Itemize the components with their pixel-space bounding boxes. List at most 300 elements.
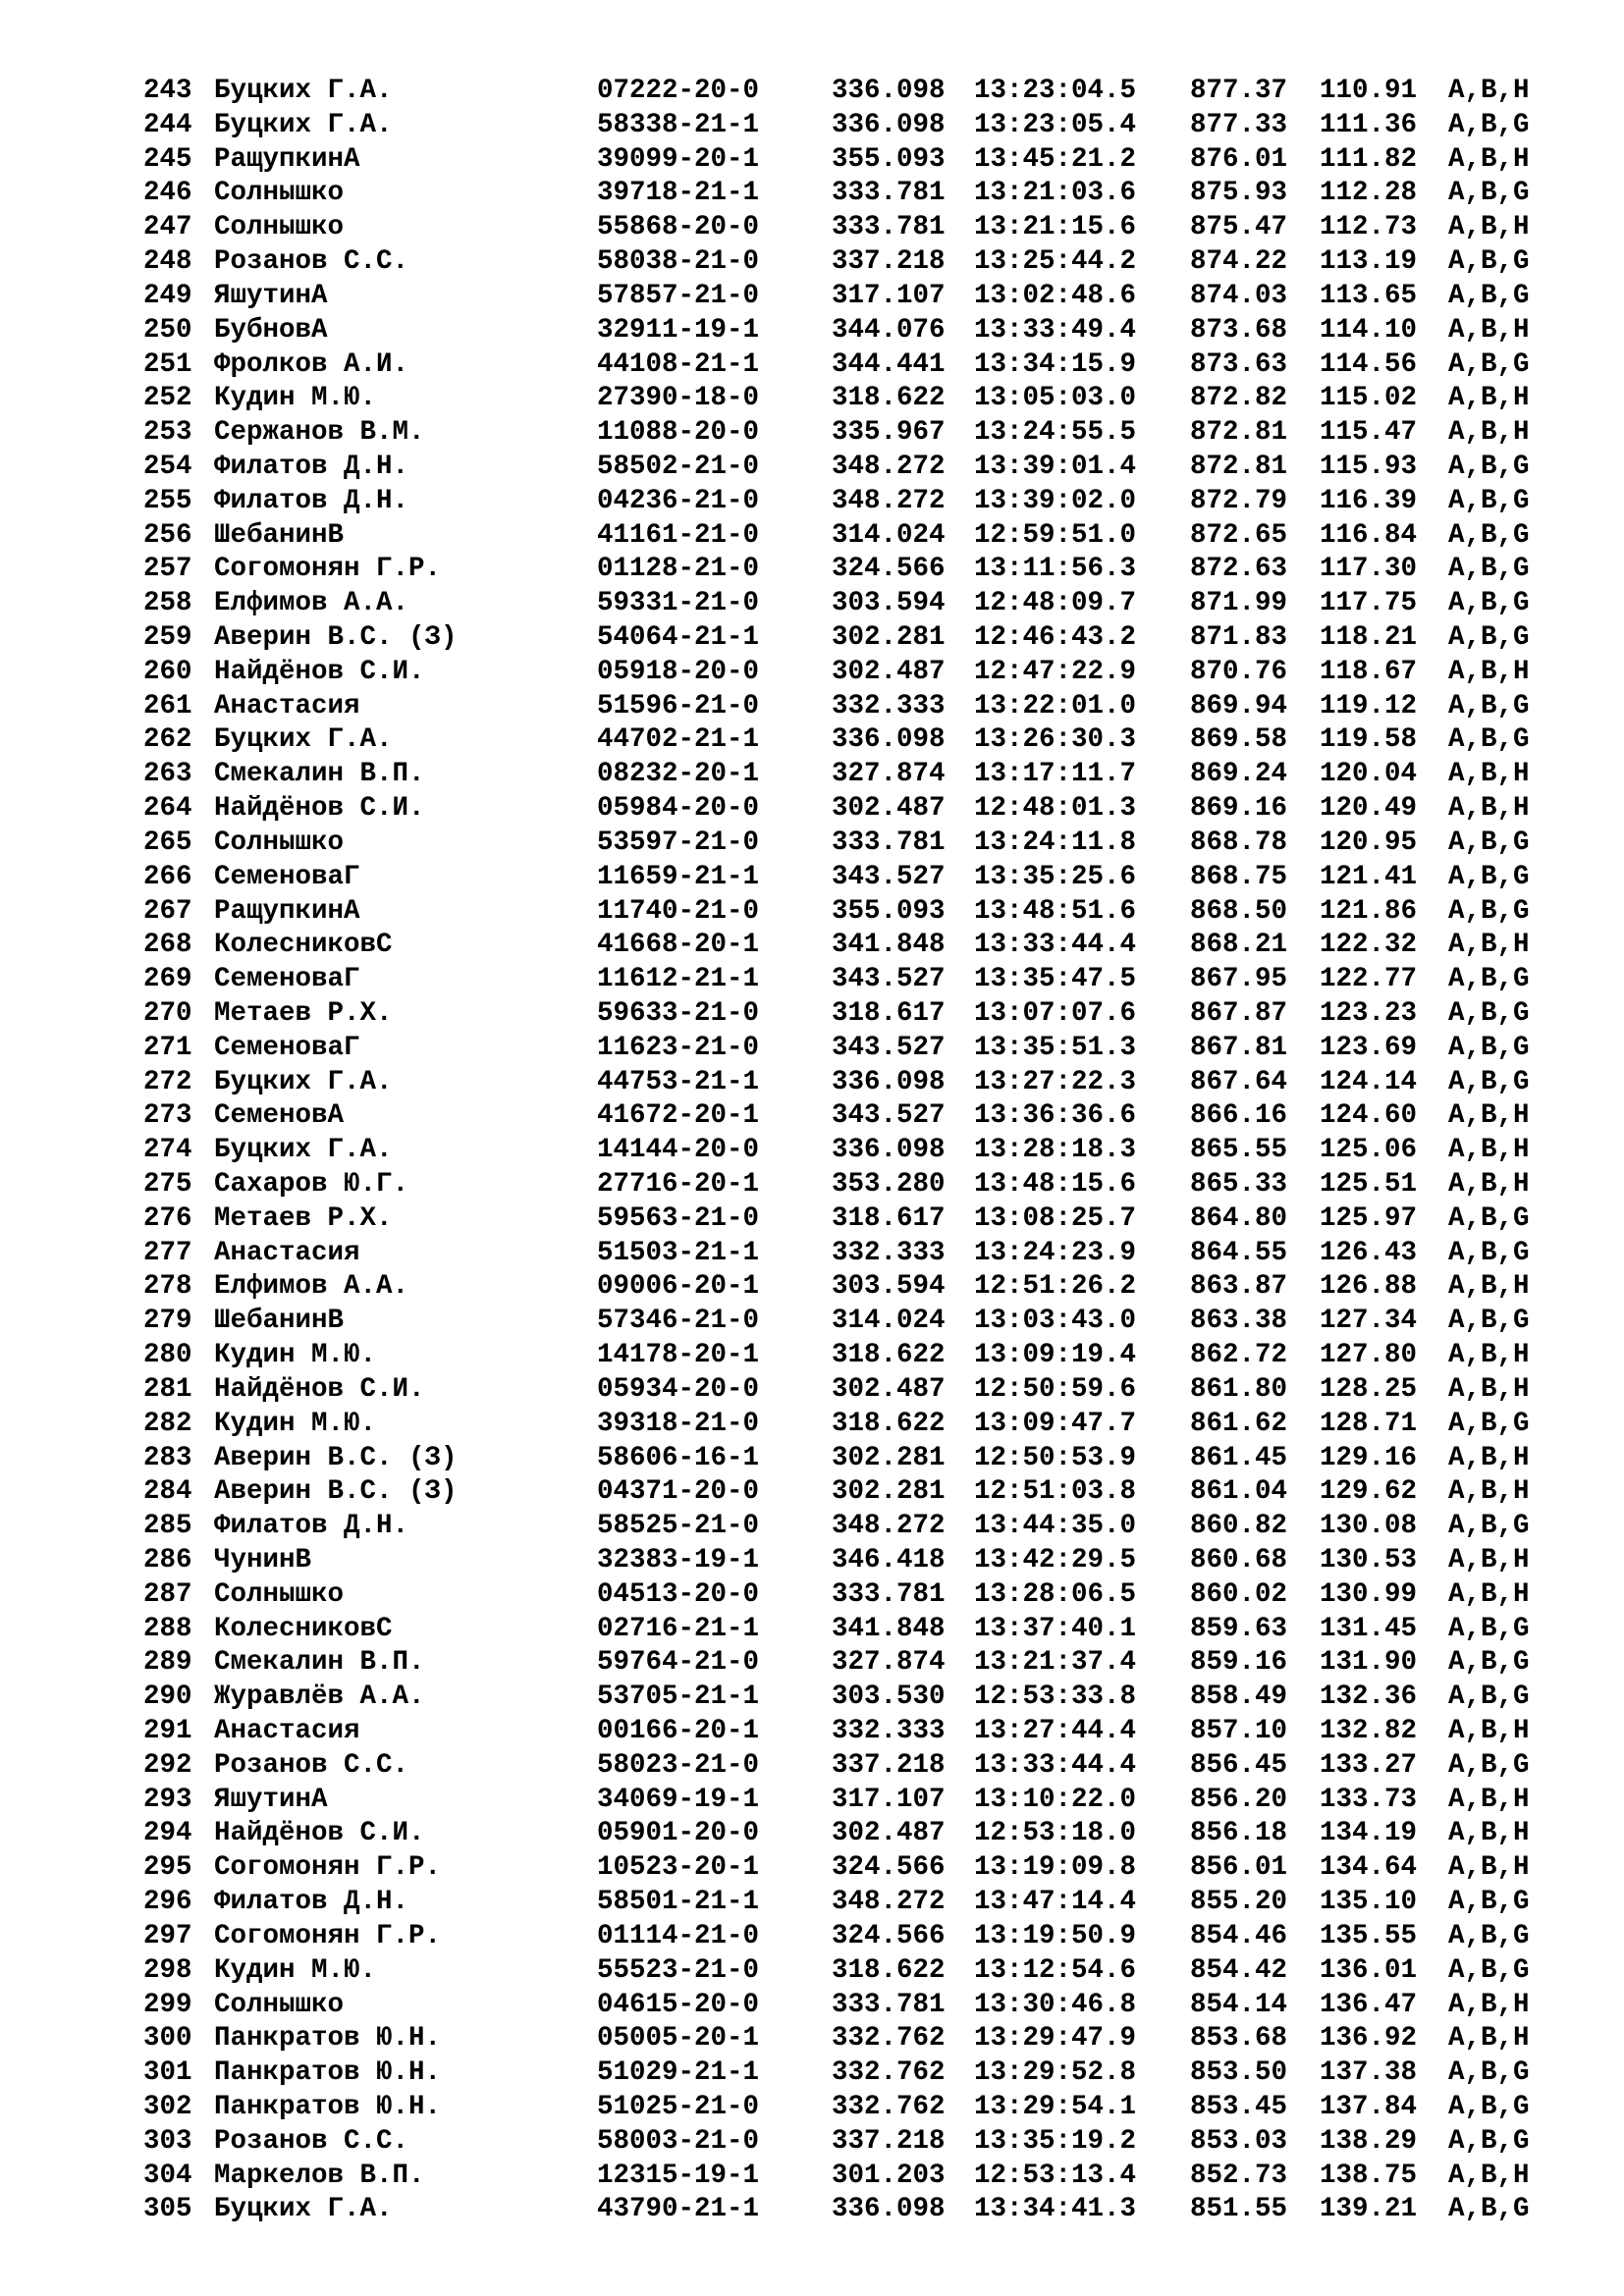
speed-cell: 865.33: [1190, 1169, 1288, 1200]
distance-cell: 302.281: [832, 1442, 946, 1473]
ring-number-cell: 02716-21-1: [597, 1613, 760, 1644]
arrival-time-cell: 12:48:01.3: [974, 793, 1137, 825]
arrival-time-cell: 12:59:51.0: [974, 519, 1137, 551]
place-cell: 301: [143, 2057, 192, 2089]
distance-cell: 318.622: [832, 1340, 946, 1371]
distance-cell: 333.781: [832, 212, 946, 243]
distance-cell: 332.333: [832, 1716, 946, 1746]
ring-number-cell: 01128-21-0: [597, 554, 760, 585]
distance-cell: 303.594: [832, 1271, 946, 1303]
arrival-time-cell: 13:29:47.9: [974, 2023, 1137, 2055]
ring-number-cell: 27716-20-1: [597, 1169, 760, 1200]
class-cell: A,B,G: [1448, 109, 1530, 140]
arrival-time-cell: 13:24:55.5: [974, 417, 1137, 449]
arrival-time-cell: 13:29:54.1: [974, 2091, 1137, 2122]
place-cell: 290: [143, 1682, 192, 1713]
arrival-time-cell: 13:33:44.4: [974, 930, 1137, 961]
points-cell: 118.67: [1320, 656, 1418, 687]
arrival-time-cell: 12:51:26.2: [974, 1271, 1137, 1303]
fancier-name-cell: Буцких Г.А.: [214, 2194, 393, 2225]
table-row: [143, 1339, 1557, 1373]
points-cell: 136.47: [1320, 1989, 1418, 2020]
table-row: [143, 758, 1557, 792]
class-cell: A,B,G: [1448, 1887, 1530, 1918]
arrival-time-cell: 13:28:18.3: [974, 1135, 1137, 1166]
distance-cell: 332.762: [832, 2023, 946, 2055]
speed-cell: 870.76: [1190, 656, 1288, 687]
place-cell: 283: [143, 1442, 192, 1473]
fancier-name-cell: РащупкинА: [214, 143, 360, 175]
points-cell: 133.73: [1320, 1784, 1418, 1815]
place-cell: 276: [143, 1202, 192, 1234]
distance-cell: 348.272: [832, 1887, 946, 1918]
points-cell: 111.36: [1320, 109, 1418, 140]
arrival-time-cell: 13:33:44.4: [974, 1749, 1137, 1781]
distance-cell: 317.107: [832, 1784, 946, 1815]
points-cell: 129.16: [1320, 1442, 1418, 1473]
table-row: [143, 1442, 1557, 1476]
place-cell: 280: [143, 1340, 192, 1371]
arrival-time-cell: 13:37:40.1: [974, 1613, 1137, 1644]
points-cell: 129.62: [1320, 1476, 1418, 1508]
fancier-name-cell: Найдёнов С.И.: [214, 1818, 425, 1849]
class-cell: A,B,G: [1448, 2091, 1530, 2122]
arrival-time-cell: 13:22:01.0: [974, 690, 1137, 721]
points-cell: 121.86: [1320, 895, 1418, 927]
arrival-time-cell: 13:07:07.6: [974, 997, 1137, 1029]
class-cell: A,B,H: [1448, 1373, 1530, 1405]
table-row: [143, 792, 1557, 827]
fancier-name-cell: Метаев Р.Х.: [214, 997, 393, 1029]
distance-cell: 333.781: [832, 1578, 946, 1610]
points-cell: 122.32: [1320, 930, 1418, 961]
class-cell: A,B,H: [1448, 1442, 1530, 1473]
speed-cell: 860.68: [1190, 1544, 1288, 1575]
place-cell: 298: [143, 1954, 192, 1986]
fancier-name-cell: СеменоваГ: [214, 861, 360, 892]
class-cell: A,B,G: [1448, 690, 1530, 721]
points-cell: 136.92: [1320, 2023, 1418, 2055]
table-row: [143, 416, 1557, 451]
distance-cell: 335.967: [832, 417, 946, 449]
speed-cell: 868.75: [1190, 861, 1288, 892]
distance-cell: 343.527: [832, 1032, 946, 1063]
class-cell: A,B,H: [1448, 930, 1530, 961]
class-cell: A,B,G: [1448, 588, 1530, 619]
place-cell: 299: [143, 1989, 192, 2020]
arrival-time-cell: 13:09:19.4: [974, 1340, 1137, 1371]
ring-number-cell: 08232-20-1: [597, 759, 760, 790]
fancier-name-cell: Солнышко: [214, 212, 345, 243]
ring-number-cell: 58525-21-0: [597, 1511, 760, 1542]
arrival-time-cell: 13:21:03.6: [974, 178, 1137, 209]
ring-number-cell: 51029-21-1: [597, 2057, 760, 2089]
arrival-time-cell: 13:09:47.7: [974, 1408, 1137, 1439]
arrival-time-cell: 13:26:30.3: [974, 724, 1137, 756]
arrival-time-cell: 13:28:06.5: [974, 1578, 1137, 1610]
arrival-time-cell: 13:34:15.9: [974, 348, 1137, 380]
points-cell: 134.19: [1320, 1818, 1418, 1849]
points-cell: 124.60: [1320, 1100, 1418, 1132]
table-row: [143, 109, 1557, 143]
fancier-name-cell: Солнышко: [214, 1578, 345, 1610]
place-cell: 289: [143, 1647, 192, 1679]
place-cell: 243: [143, 76, 192, 106]
class-cell: A,B,G: [1448, 724, 1530, 756]
class-cell: A,B,H: [1448, 383, 1530, 414]
distance-cell: 327.874: [832, 1647, 946, 1679]
ring-number-cell: 05984-20-0: [597, 793, 760, 825]
fancier-name-cell: Согомонян Г.Р.: [214, 554, 442, 585]
class-cell: A,B,H: [1448, 314, 1530, 346]
arrival-time-cell: 13:27:22.3: [974, 1066, 1137, 1097]
points-cell: 132.82: [1320, 1716, 1418, 1746]
speed-cell: 861.62: [1190, 1408, 1288, 1439]
ring-number-cell: 04513-20-0: [597, 1578, 760, 1610]
ring-number-cell: 58038-21-0: [597, 246, 760, 278]
distance-cell: 327.874: [832, 759, 946, 790]
ring-number-cell: 07222-20-0: [597, 76, 760, 106]
ring-number-cell: 12315-19-1: [597, 2160, 760, 2191]
class-cell: A,B,G: [1448, 1682, 1530, 1713]
speed-cell: 872.65: [1190, 519, 1288, 551]
class-cell: A,B,H: [1448, 1271, 1530, 1303]
arrival-time-cell: 13:36:36.6: [974, 1100, 1137, 1132]
table-row: [143, 314, 1557, 348]
distance-cell: 302.281: [832, 622, 946, 653]
fancier-name-cell: Буцких Г.А.: [214, 724, 393, 756]
points-cell: 132.36: [1320, 1682, 1418, 1713]
arrival-time-cell: 13:21:15.6: [974, 212, 1137, 243]
speed-cell: 861.04: [1190, 1476, 1288, 1508]
distance-cell: 344.076: [832, 314, 946, 346]
points-cell: 120.95: [1320, 827, 1418, 858]
place-cell: 281: [143, 1373, 192, 1405]
points-cell: 114.56: [1320, 348, 1418, 380]
class-cell: A,B,H: [1448, 759, 1530, 790]
distance-cell: 318.617: [832, 1202, 946, 1234]
arrival-time-cell: 13:10:22.0: [974, 1784, 1137, 1815]
table-row: [143, 827, 1557, 861]
points-cell: 116.84: [1320, 519, 1418, 551]
fancier-name-cell: СеменоваГ: [214, 1032, 360, 1063]
table-row: [143, 1613, 1557, 1647]
fancier-name-cell: Смекалин В.П.: [214, 1647, 425, 1679]
speed-cell: 867.64: [1190, 1066, 1288, 1097]
fancier-name-cell: Аверин В.С. (З): [214, 1442, 458, 1473]
table-row: [143, 1270, 1557, 1305]
class-cell: A,B,H: [1448, 1818, 1530, 1849]
class-cell: A,B,G: [1448, 2125, 1530, 2157]
class-cell: A,B,G: [1448, 1511, 1530, 1542]
place-cell: 288: [143, 1613, 192, 1644]
ring-number-cell: 27390-18-0: [597, 383, 760, 414]
place-cell: 267: [143, 895, 192, 927]
ring-number-cell: 04615-20-0: [597, 1989, 760, 2020]
place-cell: 246: [143, 178, 192, 209]
fancier-name-cell: Найдёнов С.И.: [214, 793, 425, 825]
distance-cell: 341.848: [832, 930, 946, 961]
speed-cell: 874.03: [1190, 280, 1288, 311]
table-row: [143, 519, 1557, 554]
fancier-name-cell: КолесниковС: [214, 930, 393, 961]
points-cell: 122.77: [1320, 964, 1418, 995]
arrival-time-cell: 13:35:25.6: [974, 861, 1137, 892]
table-row: [143, 1578, 1557, 1613]
place-cell: 248: [143, 246, 192, 278]
distance-cell: 318.617: [832, 997, 946, 1029]
points-cell: 128.25: [1320, 1373, 1418, 1405]
class-cell: A,B,H: [1448, 2160, 1530, 2191]
fancier-name-cell: Филатов Д.Н.: [214, 1511, 409, 1542]
class-cell: A,B,H: [1448, 1100, 1530, 1132]
fancier-name-cell: БубновА: [214, 314, 328, 346]
distance-cell: 302.487: [832, 793, 946, 825]
table-row: [143, 1134, 1557, 1168]
class-cell: A,B,G: [1448, 2194, 1530, 2225]
fancier-name-cell: ШебанинВ: [214, 1306, 345, 1337]
place-cell: 274: [143, 1135, 192, 1166]
distance-cell: 341.848: [832, 1613, 946, 1644]
class-cell: A,B,G: [1448, 964, 1530, 995]
speed-cell: 867.81: [1190, 1032, 1288, 1063]
points-cell: 135.10: [1320, 1887, 1418, 1918]
ring-number-cell: 39099-20-1: [597, 143, 760, 175]
place-cell: 261: [143, 690, 192, 721]
ring-number-cell: 34069-19-1: [597, 1784, 760, 1815]
fancier-name-cell: Елфимов А.А.: [214, 588, 409, 619]
points-cell: 125.06: [1320, 1135, 1418, 1166]
arrival-time-cell: 13:42:29.5: [974, 1544, 1137, 1575]
speed-cell: 875.47: [1190, 212, 1288, 243]
speed-cell: 860.82: [1190, 1511, 1288, 1542]
arrival-time-cell: 13:05:03.0: [974, 383, 1137, 414]
distance-cell: 333.781: [832, 178, 946, 209]
class-cell: A,B,H: [1448, 1716, 1530, 1746]
arrival-time-cell: 12:53:33.8: [974, 1682, 1137, 1713]
arrival-time-cell: 13:23:05.4: [974, 109, 1137, 140]
fancier-name-cell: Маркелов В.П.: [214, 2160, 425, 2191]
place-cell: 302: [143, 2091, 192, 2122]
class-cell: A,B,H: [1448, 417, 1530, 449]
place-cell: 300: [143, 2023, 192, 2055]
ring-number-cell: 39718-21-1: [597, 178, 760, 209]
arrival-time-cell: 13:35:19.2: [974, 2125, 1137, 2157]
ring-number-cell: 58338-21-1: [597, 109, 760, 140]
place-cell: 264: [143, 793, 192, 825]
class-cell: A,B,H: [1448, 143, 1530, 175]
place-cell: 250: [143, 314, 192, 346]
table-row: [143, 656, 1557, 690]
table-row: [143, 723, 1557, 758]
fancier-name-cell: Кудин М.Ю.: [214, 1954, 377, 1986]
place-cell: 285: [143, 1511, 192, 1542]
distance-cell: 336.098: [832, 2194, 946, 2225]
points-cell: 114.10: [1320, 314, 1418, 346]
points-cell: 126.43: [1320, 1237, 1418, 1268]
points-cell: 131.90: [1320, 1647, 1418, 1679]
ring-number-cell: 05918-20-0: [597, 656, 760, 687]
class-cell: A,B,G: [1448, 246, 1530, 278]
speed-cell: 853.45: [1190, 2091, 1288, 2122]
arrival-time-cell: 13:33:49.4: [974, 314, 1137, 346]
ring-number-cell: 59563-21-0: [597, 1202, 760, 1234]
fancier-name-cell: ШебанинВ: [214, 519, 345, 551]
points-cell: 133.27: [1320, 1749, 1418, 1781]
ring-number-cell: 00166-20-1: [597, 1716, 760, 1746]
points-cell: 137.84: [1320, 2091, 1418, 2122]
speed-cell: 860.02: [1190, 1578, 1288, 1610]
fancier-name-cell: Согомонян Г.Р.: [214, 1920, 442, 1951]
arrival-time-cell: 12:50:53.9: [974, 1442, 1137, 1473]
fancier-name-cell: Анастасия: [214, 690, 360, 721]
ring-number-cell: 11612-21-1: [597, 964, 760, 995]
points-cell: 119.58: [1320, 724, 1418, 756]
class-cell: A,B,G: [1448, 997, 1530, 1029]
arrival-time-cell: 13:19:09.8: [974, 1852, 1137, 1884]
distance-cell: 318.622: [832, 1954, 946, 1986]
distance-cell: 314.024: [832, 519, 946, 551]
speed-cell: 852.73: [1190, 2160, 1288, 2191]
place-cell: 259: [143, 622, 192, 653]
distance-cell: 333.781: [832, 1989, 946, 2020]
speed-cell: 853.68: [1190, 2023, 1288, 2055]
speed-cell: 869.16: [1190, 793, 1288, 825]
fancier-name-cell: Кудин М.Ю.: [214, 383, 377, 414]
table-row: [143, 211, 1557, 245]
class-cell: A,B,G: [1448, 1613, 1530, 1644]
fancier-name-cell: Солнышко: [214, 827, 345, 858]
fancier-name-cell: Найдёнов С.И.: [214, 1373, 425, 1405]
fancier-name-cell: Буцких Г.А.: [214, 109, 393, 140]
class-cell: A,B,G: [1448, 1408, 1530, 1439]
place-cell: 297: [143, 1920, 192, 1951]
fancier-name-cell: Согомонян Г.Р.: [214, 1852, 442, 1884]
distance-cell: 336.098: [832, 1066, 946, 1097]
table-row: [143, 1817, 1557, 1851]
speed-cell: 856.45: [1190, 1749, 1288, 1781]
arrival-time-cell: 13:48:51.6: [974, 895, 1137, 927]
fancier-name-cell: Солнышко: [214, 1989, 345, 2020]
table-row: [143, 143, 1557, 178]
points-cell: 119.12: [1320, 690, 1418, 721]
place-cell: 251: [143, 348, 192, 380]
speed-cell: 858.49: [1190, 1682, 1288, 1713]
arrival-time-cell: 13:11:56.3: [974, 554, 1137, 585]
ring-number-cell: 32911-19-1: [597, 314, 760, 346]
place-cell: 269: [143, 964, 192, 995]
points-cell: 125.97: [1320, 1202, 1418, 1234]
table-row: [143, 861, 1557, 895]
speed-cell: 862.72: [1190, 1340, 1288, 1371]
table-row: [143, 1886, 1557, 1920]
place-cell: 287: [143, 1578, 192, 1610]
table-row: [143, 895, 1557, 930]
ring-number-cell: 51596-21-0: [597, 690, 760, 721]
place-cell: 304: [143, 2160, 192, 2191]
distance-cell: 343.527: [832, 1100, 946, 1132]
class-cell: A,B,G: [1448, 2057, 1530, 2089]
place-cell: 249: [143, 280, 192, 311]
arrival-time-cell: 13:27:44.4: [974, 1716, 1137, 1746]
fancier-name-cell: Панкратов Ю.Н.: [214, 2057, 442, 2089]
points-cell: 118.21: [1320, 622, 1418, 653]
speed-cell: 857.10: [1190, 1716, 1288, 1746]
distance-cell: 332.333: [832, 1237, 946, 1268]
place-cell: 252: [143, 383, 192, 414]
table-row: [143, 1237, 1557, 1271]
distance-cell: 348.272: [832, 451, 946, 482]
place-cell: 286: [143, 1544, 192, 1575]
points-cell: 115.02: [1320, 383, 1418, 414]
fancier-name-cell: СеменовА: [214, 1100, 345, 1132]
place-cell: 271: [143, 1032, 192, 1063]
ring-number-cell: 41161-21-0: [597, 519, 760, 551]
fancier-name-cell: Аверин В.С. (З): [214, 622, 458, 653]
speed-cell: 864.55: [1190, 1237, 1288, 1268]
class-cell: A,B,G: [1448, 1032, 1530, 1063]
place-cell: 282: [143, 1408, 192, 1439]
ring-number-cell: 59764-21-0: [597, 1647, 760, 1679]
table-row: [143, 1784, 1557, 1818]
distance-cell: 314.024: [832, 1306, 946, 1337]
arrival-time-cell: 13:17:11.7: [974, 759, 1137, 790]
ring-number-cell: 51503-21-1: [597, 1237, 760, 1268]
points-cell: 136.01: [1320, 1954, 1418, 1986]
table-row: [143, 2160, 1557, 2194]
class-cell: A,B,G: [1448, 1202, 1530, 1234]
class-cell: A,B,G: [1448, 622, 1530, 653]
table-row: [143, 2056, 1557, 2091]
class-cell: A,B,G: [1448, 485, 1530, 516]
class-cell: A,B,G: [1448, 348, 1530, 380]
speed-cell: 863.38: [1190, 1306, 1288, 1337]
ring-number-cell: 57346-21-0: [597, 1306, 760, 1337]
place-cell: 294: [143, 1818, 192, 1849]
class-cell: A,B,H: [1448, 1340, 1530, 1371]
arrival-time-cell: 13:48:15.6: [974, 1169, 1137, 1200]
distance-cell: 336.098: [832, 724, 946, 756]
table-row: [143, 485, 1557, 519]
distance-cell: 301.203: [832, 2160, 946, 2191]
fancier-name-cell: Найдёнов С.И.: [214, 656, 425, 687]
arrival-time-cell: 13:21:37.4: [974, 1647, 1137, 1679]
speed-cell: 867.87: [1190, 997, 1288, 1029]
speed-cell: 872.81: [1190, 451, 1288, 482]
speed-cell: 872.82: [1190, 383, 1288, 414]
fancier-name-cell: Панкратов Ю.Н.: [214, 2091, 442, 2122]
table-row: [143, 553, 1557, 587]
points-cell: 110.91: [1320, 76, 1418, 106]
class-cell: A,B,G: [1448, 1306, 1530, 1337]
fancier-name-cell: Буцких Г.А.: [214, 1066, 393, 1097]
speed-cell: 853.03: [1190, 2125, 1288, 2157]
class-cell: A,B,H: [1448, 1784, 1530, 1815]
class-cell: A,B,H: [1448, 1989, 1530, 2020]
speed-cell: 876.01: [1190, 143, 1288, 175]
fancier-name-cell: Розанов С.С.: [214, 246, 409, 278]
speed-cell: 869.94: [1190, 690, 1288, 721]
fancier-name-cell: Розанов С.С.: [214, 1749, 409, 1781]
ring-number-cell: 04236-21-0: [597, 485, 760, 516]
place-cell: 277: [143, 1237, 192, 1268]
class-cell: A,B,G: [1448, 554, 1530, 585]
fancier-name-cell: Анастасия: [214, 1716, 360, 1746]
speed-cell: 867.95: [1190, 964, 1288, 995]
table-row: [143, 1510, 1557, 1544]
speed-cell: 859.16: [1190, 1647, 1288, 1679]
table-row: [143, 1202, 1557, 1237]
